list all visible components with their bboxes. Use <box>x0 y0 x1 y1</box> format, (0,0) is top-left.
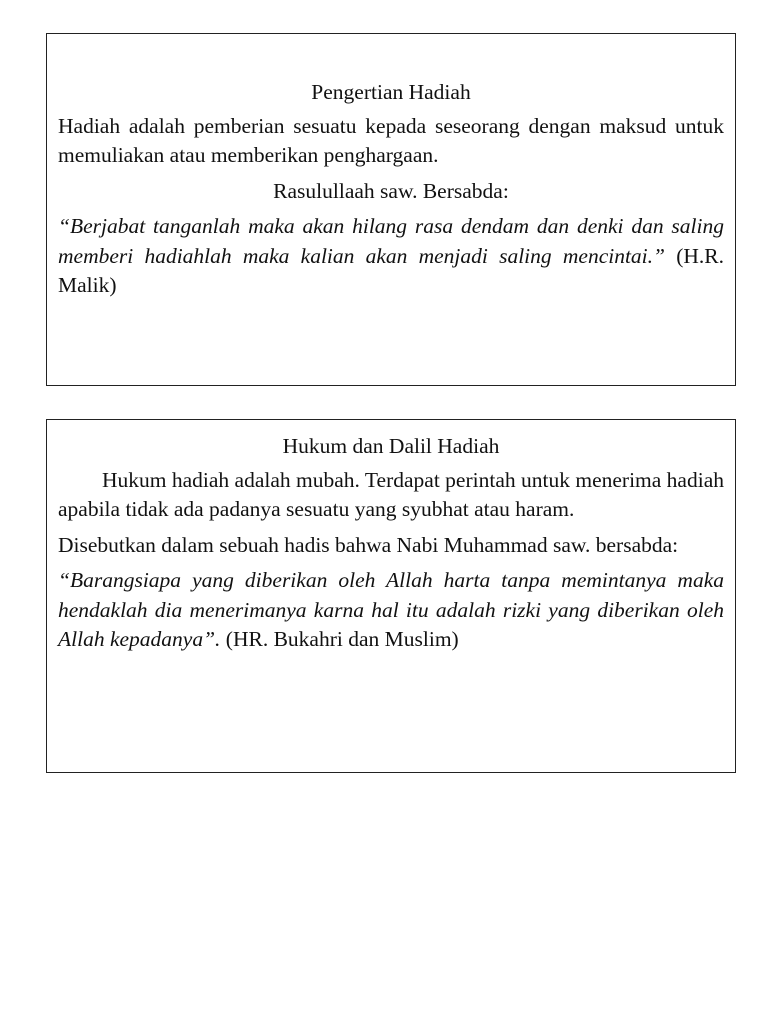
hadith-citation: (HR. Bukahri dan Muslim) <box>225 627 459 651</box>
ruling-paragraph: Hukum hadiah adalah mubah. Terdapat perintah untuk menerima hadiah apabila tidak ada padanya sesuatu yang syubhat atau haram. <box>58 467 724 521</box>
hadith-paragraph <box>58 566 724 655</box>
section-title: Pengertian Hadiah <box>311 80 471 104</box>
hadith-citation: (H.R. Malik) <box>58 243 724 297</box>
hadith-paragraph <box>58 212 724 301</box>
section-title: Hukum dan Dalil Hadiah <box>282 434 500 458</box>
definition-card <box>46 33 736 386</box>
hadith-intro: Rasulullaah saw. Bersabda: <box>273 178 509 203</box>
hadith-quote: “Berjabat tanganlah maka akan hilang rasa dendam dan denki dan saling memberi hadiahlah maka kalian akan menjadi saling mencintai.” <box>58 214 724 268</box>
hadith-quote: “Barangsiapa yang diberikan oleh Allah harta tanpa memintanya maka hendaklah dia menerimanya karna hal itu adalah rizki yang diberikan oleh Allah kepadanya”. <box>58 568 724 651</box>
definition-paragraph: Hadiah adalah pemberian sesuatu kepada seseorang dengan maksud untuk memuliakan atau memberikan penghargaan. <box>58 113 724 167</box>
ruling-card <box>46 419 736 773</box>
hadith-intro: Disebutkan dalam sebuah hadis bahwa Nabi Muhammad saw. bersabda: <box>58 532 679 557</box>
